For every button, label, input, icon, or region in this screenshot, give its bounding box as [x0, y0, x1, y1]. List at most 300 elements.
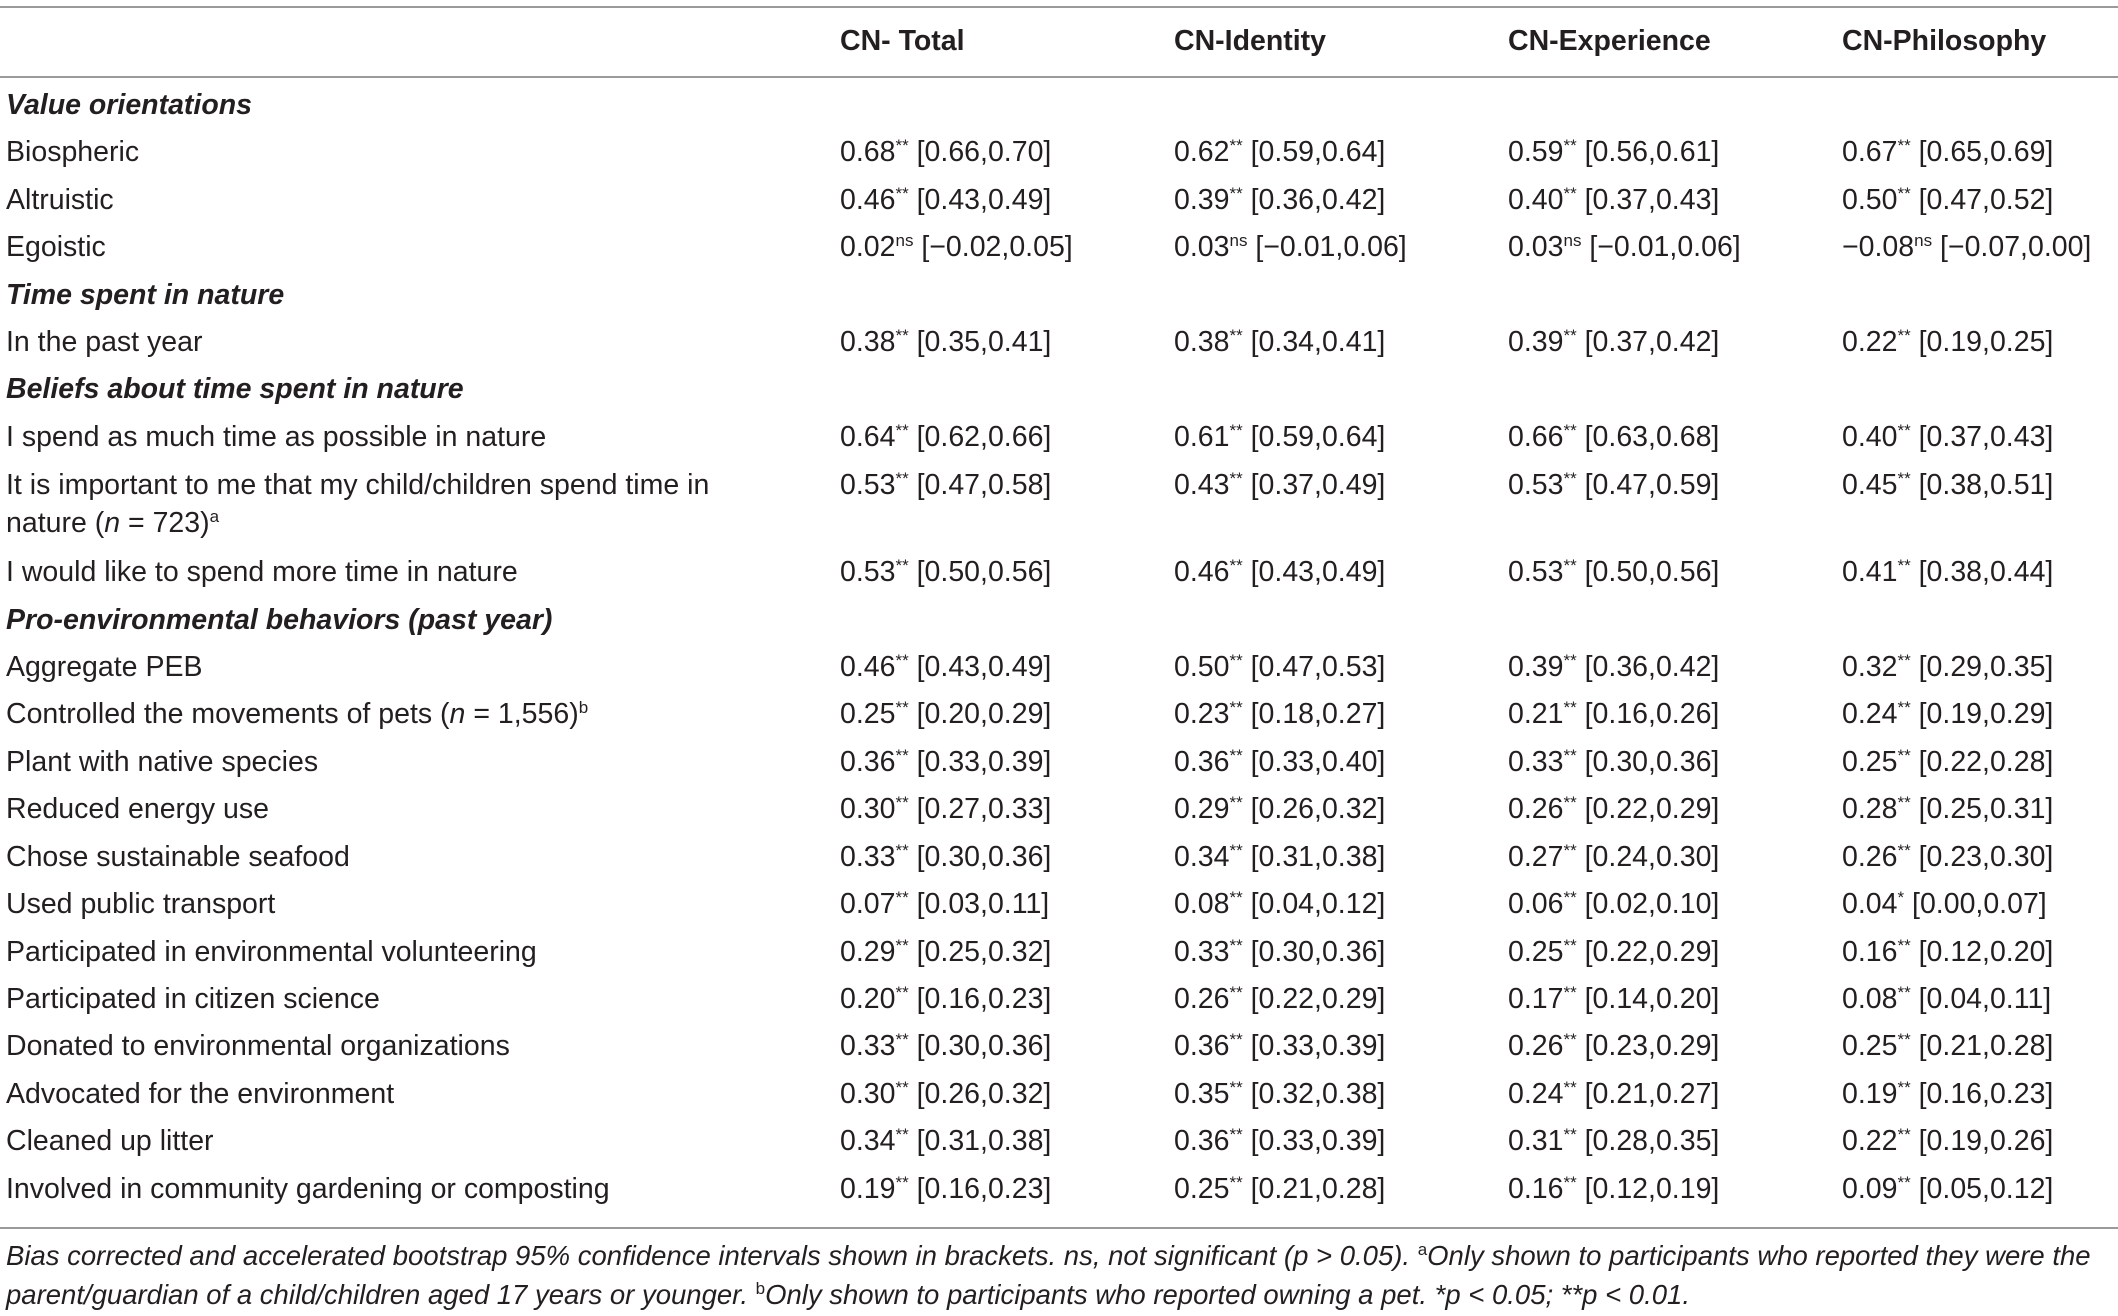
correlation-value: 0.25 [1174, 1172, 1230, 1205]
correlation-value: 0.53 [840, 469, 896, 502]
confidence-interval: [0.21,0.28] [1250, 1172, 1386, 1205]
correlation-value: 0.61 [1174, 420, 1230, 453]
value-cell [1174, 1118, 1508, 1165]
value-cell [1508, 129, 1842, 176]
correlation-value: 0.34 [840, 1125, 896, 1158]
value-cell [1842, 1023, 2118, 1070]
correlation-value: 0.09 [1842, 1172, 1898, 1205]
confidence-interval: [0.16,0.23] [916, 982, 1052, 1015]
significance-marker: ** [895, 651, 909, 671]
correlation-value: 0.25 [1508, 935, 1564, 968]
value-cell [1508, 691, 1842, 738]
value-cell [1842, 644, 2118, 691]
header-cn-experience: CN-Experience [1508, 25, 1711, 57]
significance-marker: ** [1897, 1172, 1911, 1192]
confidence-interval: [0.27,0.33] [916, 793, 1052, 826]
significance-marker: ** [1229, 698, 1243, 718]
footnote-b-text: Only shown to participants who reported owning a pet. *p < 0.05; **p < 0.01. [765, 1279, 1690, 1310]
confidence-interval: [0.38,0.51] [1918, 469, 2054, 502]
sample-size-value: = 723) [120, 507, 210, 540]
significance-marker: ** [1897, 935, 1911, 955]
correlation-value: 0.67 [1842, 136, 1898, 169]
confidence-interval: [0.19,0.29] [1918, 698, 2054, 731]
significance-marker: ** [1897, 326, 1911, 346]
table-row [0, 1118, 2118, 1165]
value-cell [1174, 976, 1508, 1023]
table-row [0, 1166, 2118, 1213]
confidence-interval: [0.23,0.29] [1584, 1030, 1720, 1063]
significance-marker: ** [1563, 840, 1577, 860]
significance-marker: ** [1229, 1125, 1243, 1145]
footnote-line1: Bias corrected and accelerated bootstrap 95% confidence intervals shown in brackets. ns, not significant (p > 0.05). [6, 1240, 1418, 1271]
table-row [0, 644, 2118, 691]
confidence-interval: [0.20,0.29] [916, 698, 1052, 731]
significance-marker: ** [895, 793, 909, 813]
value-cell [840, 177, 1174, 224]
value-cell [1842, 177, 2118, 224]
significance-marker: ** [1229, 326, 1243, 346]
significance-marker: ** [1563, 1030, 1577, 1050]
confidence-interval: [0.23,0.30] [1918, 840, 2054, 873]
value-cell [840, 1166, 1174, 1213]
section-row [0, 82, 2118, 129]
significance-marker: ** [1229, 1077, 1243, 1097]
significance-marker: ** [1229, 745, 1243, 765]
confidence-interval: [0.43,0.49] [916, 183, 1052, 216]
row-label-text: It is important to me that my child/children spend time in [6, 469, 710, 502]
value-cell [1174, 414, 1508, 461]
significance-marker: ** [1897, 1125, 1911, 1145]
section-title: Beliefs about time spent in nature [6, 373, 464, 406]
correlation-value: 0.26 [1508, 793, 1564, 826]
significance-marker: ** [1897, 136, 1911, 156]
significance-marker: ** [1897, 1030, 1911, 1050]
significance-marker: ** [1563, 698, 1577, 718]
confidence-interval: [−0.01,0.06] [1255, 231, 1407, 264]
correlation-value: 0.33 [840, 1030, 896, 1063]
confidence-interval: [0.59,0.64] [1250, 420, 1386, 453]
row-label-text: Advocated for the environment [6, 1077, 395, 1110]
value-cell [840, 881, 1174, 928]
value-cell [1508, 739, 1842, 786]
row-label [0, 1118, 840, 1165]
correlation-value: −0.08 [1842, 231, 1915, 264]
significance-marker: ** [1563, 745, 1577, 765]
value-cell [840, 414, 1174, 461]
row-label-text: Plant with native species [6, 745, 319, 778]
significance-marker: ** [1229, 935, 1243, 955]
significance-marker: ** [895, 1172, 909, 1192]
confidence-interval: [0.16,0.23] [1918, 1077, 2054, 1110]
row-label-text: Involved in community gardening or composting [6, 1172, 610, 1205]
value-cell [1842, 1071, 2118, 1118]
value-cell [1174, 1071, 1508, 1118]
confidence-interval: [−0.01,0.06] [1589, 231, 1741, 264]
correlation-value: 0.39 [1174, 183, 1230, 216]
correlation-value: 0.32 [1842, 651, 1898, 684]
significance-marker: ** [1563, 935, 1577, 955]
correlation-value: 0.16 [1842, 935, 1898, 968]
row-label [0, 644, 840, 691]
correlation-value: 0.36 [1174, 1125, 1230, 1158]
table-row [0, 739, 2118, 786]
confidence-interval: [0.62,0.66] [916, 420, 1052, 453]
value-cell [840, 549, 1174, 596]
section-title: Pro-environmental behaviors (past year) [6, 603, 553, 636]
value-cell [840, 1071, 1174, 1118]
significance-marker: ** [1229, 469, 1243, 489]
confidence-interval: [0.30,0.36] [1250, 935, 1386, 968]
correlation-value: 0.28 [1842, 793, 1898, 826]
confidence-interval: [0.19,0.26] [1918, 1125, 2054, 1158]
table-row [0, 319, 2118, 366]
row-label [0, 834, 840, 881]
significance-marker: ** [895, 326, 909, 346]
value-cell [1174, 224, 1508, 271]
significance-marker: ** [1229, 840, 1243, 860]
correlation-value: 0.30 [840, 793, 896, 826]
confidence-interval: [0.30,0.36] [916, 1030, 1052, 1063]
confidence-interval: [−0.02,0.05] [921, 231, 1073, 264]
significance-marker: ** [1229, 793, 1243, 813]
confidence-interval: [0.43,0.49] [1250, 556, 1386, 589]
confidence-interval: [0.30,0.36] [916, 840, 1052, 873]
confidence-interval: [0.33,0.40] [1250, 745, 1386, 778]
significance-marker: ** [1229, 183, 1243, 203]
confidence-interval: [0.37,0.43] [1584, 183, 1720, 216]
header-label [0, 0, 840, 82]
row-label [0, 786, 840, 833]
value-cell [1842, 976, 2118, 1023]
value-cell [840, 1023, 1174, 1070]
value-cell [1508, 1071, 1842, 1118]
correlation-value: 0.40 [1842, 420, 1898, 453]
confidence-interval: [0.37,0.42] [1584, 326, 1720, 359]
significance-marker: ** [895, 136, 909, 156]
correlation-value: 0.22 [1842, 1125, 1898, 1158]
correlation-value: 0.39 [1508, 326, 1564, 359]
table-row [0, 461, 2118, 549]
value-cell [840, 461, 1174, 549]
confidence-interval: [0.33,0.39] [916, 745, 1052, 778]
correlation-value: 0.43 [1174, 469, 1230, 502]
confidence-interval: [0.12,0.19] [1584, 1172, 1720, 1205]
significance-marker: ** [1229, 1172, 1243, 1192]
confidence-interval: [0.59,0.64] [1250, 136, 1386, 169]
correlation-value: 0.35 [1174, 1077, 1230, 1110]
confidence-interval: [0.22,0.29] [1584, 793, 1720, 826]
value-cell [840, 644, 1174, 691]
value-cell [1174, 929, 1508, 976]
significance-marker: * [1897, 888, 1905, 908]
value-cell [1174, 461, 1508, 549]
correlation-value: 0.30 [840, 1077, 896, 1110]
confidence-interval: [−0.07,0.00] [1940, 231, 2092, 264]
significance-marker: ** [1897, 183, 1911, 203]
row-label [0, 461, 840, 549]
correlation-value: 0.46 [840, 183, 896, 216]
row-label-text: I would like to spend more time in nature [6, 556, 518, 589]
row-label [0, 319, 840, 366]
row-label-text: Altruistic [6, 183, 114, 216]
confidence-interval: [0.14,0.20] [1584, 982, 1720, 1015]
value-cell [840, 129, 1174, 176]
value-cell [1842, 224, 2118, 271]
value-cell [1174, 834, 1508, 881]
significance-marker: ** [1563, 183, 1577, 203]
correlation-value: 0.19 [1842, 1077, 1898, 1110]
correlation-value: 0.50 [1174, 651, 1230, 684]
table-bottom-rule [0, 1227, 2118, 1229]
row-label-text: Reduced energy use [6, 793, 270, 826]
correlation-value: 0.26 [1174, 982, 1230, 1015]
table-row [0, 129, 2118, 176]
confidence-interval: [0.47,0.58] [916, 469, 1052, 502]
value-cell [1842, 319, 2118, 366]
value-cell [840, 976, 1174, 1023]
confidence-interval: [0.05,0.12] [1918, 1172, 2054, 1205]
row-label-text: Biospheric [6, 136, 140, 169]
sample-size-symbol: n [449, 698, 466, 731]
row-label-text: Used public transport [6, 888, 276, 921]
table-row [0, 929, 2118, 976]
table-row [0, 1071, 2118, 1118]
correlation-value: 0.22 [1842, 326, 1898, 359]
correlation-value: 0.34 [1174, 840, 1230, 873]
value-cell [1174, 129, 1508, 176]
value-cell [1842, 461, 2118, 549]
value-cell [1174, 881, 1508, 928]
correlation-value: 0.06 [1508, 888, 1564, 921]
confidence-interval: [0.18,0.27] [1250, 698, 1386, 731]
correlation-value: 0.03 [1174, 231, 1230, 264]
confidence-interval: [0.00,0.07] [1912, 888, 2047, 921]
row-label [0, 1023, 840, 1070]
correlation-value: 0.25 [1842, 1030, 1898, 1063]
correlation-value: 0.68 [840, 136, 896, 169]
row-label-text: Participated in citizen science [6, 982, 380, 1015]
correlation-value: 0.26 [1508, 1030, 1564, 1063]
value-cell [840, 224, 1174, 271]
significance-marker: ** [1897, 982, 1911, 1002]
confidence-interval: [0.28,0.35] [1584, 1125, 1720, 1158]
value-cell [1174, 691, 1508, 738]
confidence-interval: [0.66,0.70] [916, 136, 1052, 169]
table-row [0, 691, 2118, 738]
table-body [0, 82, 2118, 1213]
correlation-value: 0.59 [1508, 136, 1564, 169]
correlation-value: 0.46 [840, 651, 896, 684]
significance-marker: ns [1914, 231, 1933, 251]
correlation-value: 0.38 [1174, 326, 1230, 359]
table-footnote [6, 1236, 2114, 1314]
confidence-interval: [0.12,0.20] [1918, 935, 2054, 968]
section-title: Time spent in nature [6, 278, 285, 311]
value-cell [1842, 929, 2118, 976]
value-cell [840, 319, 1174, 366]
significance-marker: ** [895, 840, 909, 860]
correlation-value: 0.21 [1508, 698, 1564, 731]
confidence-interval: [0.35,0.41] [916, 326, 1052, 359]
significance-marker: ** [895, 1077, 909, 1097]
row-label [0, 881, 840, 928]
correlation-value: 0.41 [1842, 556, 1898, 589]
table-row [0, 834, 2118, 881]
confidence-interval: [0.50,0.56] [1584, 556, 1720, 589]
table-row [0, 881, 2118, 928]
row-label [0, 1071, 840, 1118]
significance-marker: ** [1563, 556, 1577, 576]
confidence-interval: [0.30,0.36] [1584, 745, 1720, 778]
value-cell [1508, 414, 1842, 461]
value-cell [840, 691, 1174, 738]
row-label-text: I spend as much time as possible in nature [6, 420, 547, 453]
significance-marker: ** [1229, 136, 1243, 156]
significance-marker: ** [1563, 326, 1577, 346]
confidence-interval: [0.22,0.28] [1918, 745, 2054, 778]
section-row [0, 366, 2118, 413]
correlation-value: 0.17 [1508, 982, 1564, 1015]
significance-marker: ** [1229, 982, 1243, 1002]
header-cn-total: CN- Total [840, 25, 965, 57]
significance-marker: ** [1897, 840, 1911, 860]
confidence-interval: [0.32,0.38] [1250, 1077, 1386, 1110]
value-cell [1508, 461, 1842, 549]
significance-marker: ** [1563, 469, 1577, 489]
value-cell [1174, 1166, 1508, 1213]
section-row [0, 597, 2118, 644]
table-row [0, 224, 2118, 271]
significance-marker: ** [895, 698, 909, 718]
significance-marker: ** [895, 420, 909, 440]
row-label [0, 929, 840, 976]
correlation-value: 0.40 [1508, 183, 1564, 216]
significance-marker: ** [1563, 1077, 1577, 1097]
correlation-value: 0.23 [1174, 698, 1230, 731]
significance-marker: ns [895, 231, 914, 251]
significance-marker: ** [895, 982, 909, 1002]
confidence-interval: [0.22,0.29] [1584, 935, 1720, 968]
value-cell [840, 786, 1174, 833]
row-label-text: Participated in environmental volunteering [6, 935, 537, 968]
correlation-value: 0.02 [840, 231, 896, 264]
significance-marker: ** [895, 935, 909, 955]
confidence-interval: [0.34,0.41] [1250, 326, 1386, 359]
significance-marker: ** [1897, 556, 1911, 576]
header-row [0, 0, 2118, 82]
significance-marker: ** [1897, 698, 1911, 718]
confidence-interval: [0.31,0.38] [1250, 840, 1386, 873]
value-cell [1842, 786, 2118, 833]
correlation-value: 0.03 [1508, 231, 1564, 264]
row-label-text: Aggregate PEB [6, 651, 203, 684]
correlation-value: 0.07 [840, 888, 896, 921]
value-cell [1842, 1166, 2118, 1213]
significance-marker: ** [895, 469, 909, 489]
significance-marker: ** [1897, 469, 1911, 489]
value-cell [1174, 549, 1508, 596]
correlation-value: 0.46 [1174, 556, 1230, 589]
correlation-value: 0.29 [840, 935, 896, 968]
significance-marker: ** [895, 888, 909, 908]
value-cell [1842, 834, 2118, 881]
correlation-value: 0.31 [1508, 1125, 1564, 1158]
confidence-interval: [0.29,0.35] [1918, 651, 2054, 684]
correlation-value: 0.27 [1508, 840, 1564, 873]
sample-size-value: = 1,556) [465, 698, 579, 731]
correlation-value: 0.16 [1508, 1172, 1564, 1205]
correlation-value: 0.24 [1508, 1077, 1564, 1110]
row-label [0, 129, 840, 176]
value-cell [840, 1118, 1174, 1165]
value-cell [1174, 644, 1508, 691]
confidence-interval: [0.33,0.39] [1250, 1125, 1386, 1158]
value-cell [1508, 319, 1842, 366]
confidence-interval: [0.16,0.26] [1584, 698, 1720, 731]
row-label [0, 976, 840, 1023]
correlation-value: 0.24 [1842, 698, 1898, 731]
significance-marker: ** [895, 556, 909, 576]
row-label-text: Cleaned up litter [6, 1125, 214, 1158]
significance-marker: ** [1563, 420, 1577, 440]
confidence-interval: [0.65,0.69] [1918, 136, 2054, 169]
value-cell [1842, 881, 2118, 928]
value-cell [1508, 1166, 1842, 1213]
value-cell [1508, 644, 1842, 691]
value-cell [1174, 1023, 1508, 1070]
significance-marker: ** [1563, 888, 1577, 908]
confidence-interval: [0.56,0.61] [1584, 136, 1720, 169]
footnote-a-mark: a [1417, 1240, 1428, 1259]
correlation-value: 0.25 [840, 698, 896, 731]
value-cell [1842, 549, 2118, 596]
value-cell [1508, 177, 1842, 224]
correlation-value: 0.29 [1174, 793, 1230, 826]
table-row [0, 414, 2118, 461]
correlation-value: 0.66 [1508, 420, 1564, 453]
significance-marker: ns [1229, 231, 1248, 251]
value-cell [1508, 1023, 1842, 1070]
confidence-interval: [0.26,0.32] [1250, 793, 1386, 826]
correlation-value: 0.36 [840, 745, 896, 778]
confidence-interval: [0.24,0.30] [1584, 840, 1720, 873]
row-label-text: Controlled the movements of pets ( [6, 698, 450, 731]
correlation-value: 0.26 [1842, 840, 1898, 873]
confidence-interval: [0.50,0.56] [916, 556, 1052, 589]
significance-marker: ** [895, 1125, 909, 1145]
value-cell [1842, 1118, 2118, 1165]
confidence-interval: [0.16,0.23] [916, 1172, 1052, 1205]
table-row [0, 1023, 2118, 1070]
table-row [0, 177, 2118, 224]
confidence-interval: [0.36,0.42] [1250, 183, 1386, 216]
value-cell [840, 834, 1174, 881]
value-cell [1842, 414, 2118, 461]
correlation-value: 0.04 [1842, 888, 1898, 921]
significance-marker: ** [895, 745, 909, 765]
row-label [0, 177, 840, 224]
confidence-interval: [0.21,0.28] [1918, 1030, 2054, 1063]
row-label-text: Chose sustainable seafood [6, 840, 350, 873]
value-cell [1508, 786, 1842, 833]
table-row [0, 549, 2118, 596]
confidence-interval: [0.25,0.32] [916, 935, 1052, 968]
confidence-interval: [0.47,0.52] [1918, 183, 2054, 216]
confidence-interval: [0.37,0.43] [1918, 420, 2054, 453]
correlation-value: 0.36 [1174, 745, 1230, 778]
row-label-text: Egoistic [6, 231, 106, 264]
row-label [0, 739, 840, 786]
